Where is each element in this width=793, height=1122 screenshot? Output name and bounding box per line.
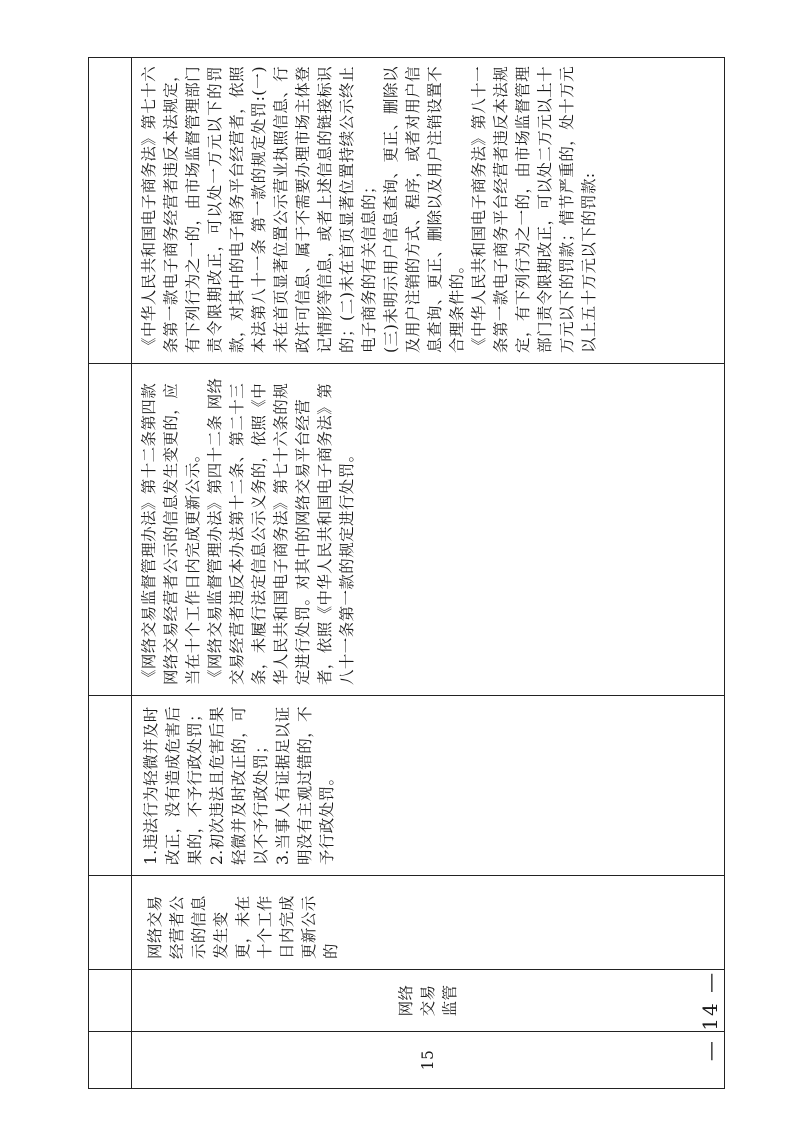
penalty-paragraph: 《中华人民共和国电子商务法》第七十六条第一款电子商务经营者违反本法规定，有下列行为之一的，由市场监督管理部门责令限期改正，可以处一万元以下的罚款，对其中的电子商务平台经营者，依照本法第八十一条 第一款的规定处罚:(一)未在首页显著位置公示营业执照信息、行政许可信息、属于不需要办理市场主体登记情形等信息，或者上述信息的链接标识的；(二)未在首页显著位置持续公示终止电子商务的有关信息的； [140, 66, 378, 353]
row-index: 15 [132, 1032, 725, 1089]
rotated-table-page [88, 58, 725, 1089]
mitigation-item: 3.当事人有证据足以证明没有主观过错的，不予行政处罚。 [274, 705, 336, 865]
table-row [132, 58, 725, 1089]
top-cell [89, 58, 132, 364]
mitigation-item: 1.违法行为轻微并及时改正，没有造成危害后果的，不予行政处罚； [142, 705, 204, 865]
page-number: — 14 — [698, 970, 723, 1062]
penalty-provisions [132, 58, 725, 364]
violation-item: 网络交易经营者公示的信息发生变更，未在十个工作日内完成更新公示的 [132, 876, 725, 970]
page-number-box [690, 961, 730, 1071]
basis-paragraph: 《网络交易监督管理办法》第十二条第四款 网络交易经营者公示的信息发生变更的，应当在十个工作日内完成更新公示。 [140, 382, 202, 685]
top-cell [89, 364, 132, 696]
top-cell [89, 970, 132, 1032]
basis-paragraph: 《网络交易监督管理办法》第四十二条 网络交易经营者违反本办法第十二条、第二十三条，未履行法定信息公示义务的，依照《中华人民共和国电子商务法》第七十六条的规定进行处罚。对其中的网络交易平台经营者，依照《中华人民共和国电子商务法》第八十一条第一款的规定进行处罚。 [206, 377, 356, 685]
mitigation-list [132, 696, 725, 876]
top-cell [89, 696, 132, 876]
penalty-paragraph: (三)未明示用户信息查询、更正、删除以及用户注销的方式、程序，或者对用户信息查询、更正、删除以及用户注销设置不合理条件的。 [382, 66, 466, 353]
penalty-table [88, 57, 725, 1089]
top-cell [89, 1032, 132, 1089]
table-row-top [89, 58, 132, 1089]
top-cell [89, 876, 132, 970]
violation-type: 网络交易监管 [132, 970, 725, 1032]
legal-basis [132, 364, 725, 696]
mitigation-item: 2.初次违法且危害后果轻微并及时改正的，可以不予行政处罚； [208, 705, 270, 865]
penalty-paragraph: 《中华人民共和国电子商务法》第八十一条第一款电子商务平台经营者违反本法规定，有下列行为之一的，由市场监督管理部门责令限期改正，可以处二万元以上十万元以下的罚款；情节严重的，处十万元以上五十万元以下的罚款: [470, 66, 598, 353]
